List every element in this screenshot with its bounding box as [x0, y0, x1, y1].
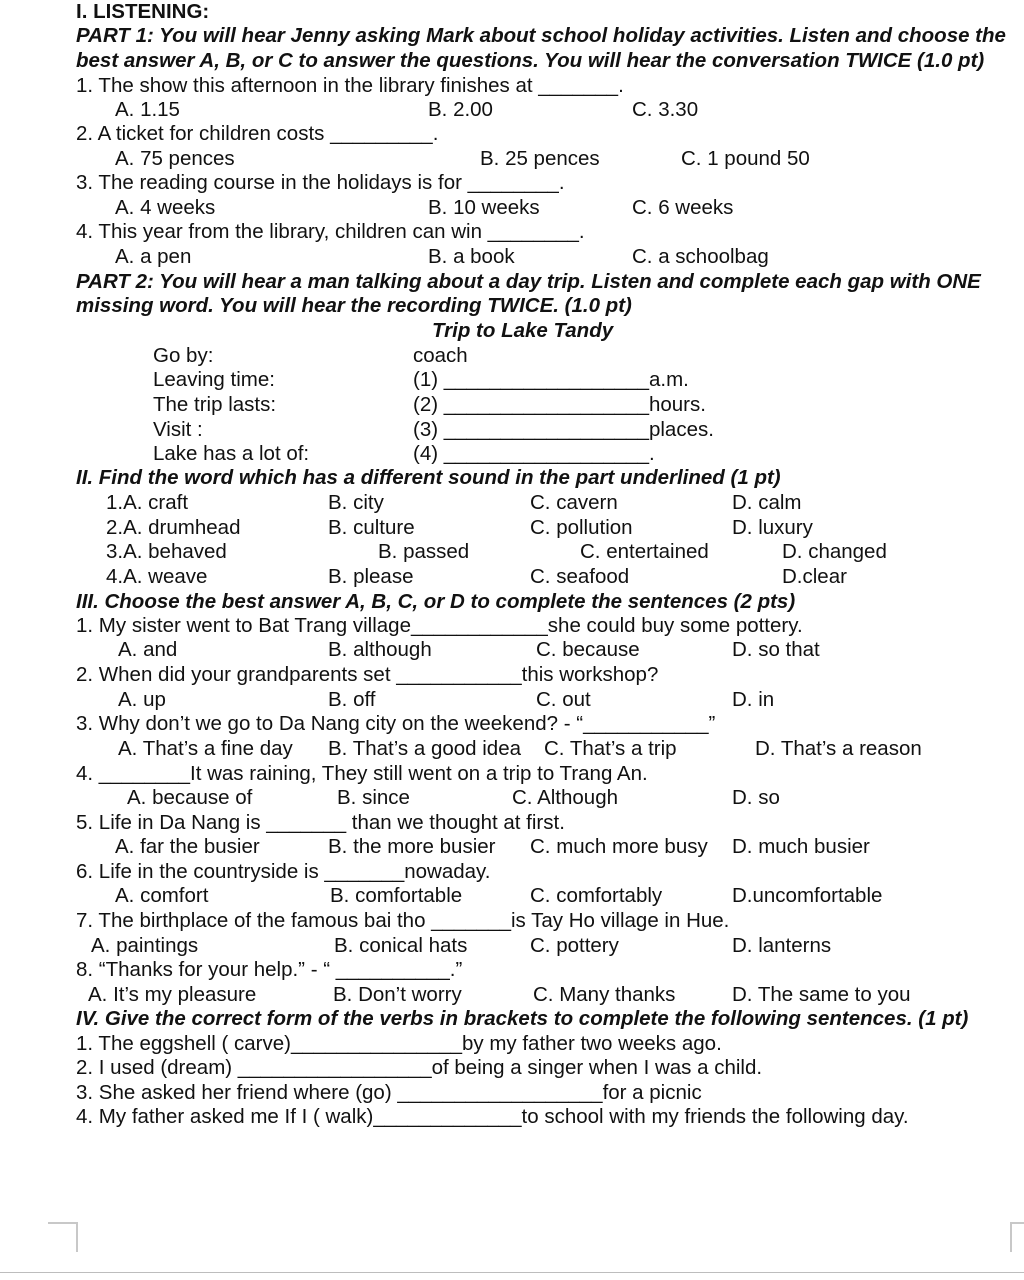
p1-q2-options — [0, 147, 1024, 171]
option-a: A. a pen — [115, 245, 192, 268]
s2-q1 — [0, 491, 1024, 515]
p1-q3-options — [0, 196, 1024, 220]
option-b: B. comfortable — [330, 884, 463, 907]
s3-q4-stem: 4. ________It was raining, They still went on a trip to Trang An. — [76, 762, 648, 785]
s3-q4-options — [0, 786, 1024, 810]
option-d: D. luxury — [732, 516, 813, 539]
s4-q4: 4. My father asked me If I ( walk)_____________to school with my friends the following day. — [76, 1105, 909, 1128]
option-a: A. It’s my pleasure — [88, 983, 257, 1006]
part2-instructions-line1: PART 2: You will hear a man talking about a day trip. Listen and complete each gap with ONE — [76, 270, 981, 293]
option-d: D. That’s a reason — [755, 737, 922, 760]
option-d: D. lanterns — [732, 934, 832, 957]
option-c: C. cavern — [530, 491, 618, 514]
section-heading-verb-forms: IV. Give the correct form of the verbs in brackets to complete the following sentences. (1 pt) — [76, 1007, 969, 1030]
part1-instructions-line2: best answer A, B, or C to answer the questions. You will hear the conversation TWICE (1.0 pt) — [76, 49, 985, 72]
trip-row-lake: Lake has a lot of: (4) __________________. — [153, 442, 655, 465]
option-c: C. much more busy — [530, 835, 708, 858]
p1-q1-stem: 1. The show this afternoon in the library finishes at _______. — [76, 74, 624, 97]
s3-q6-stem: 6. Life in the countryside is _______nowaday. — [76, 860, 491, 883]
option-a: A. far the busier — [115, 835, 260, 858]
s4-q2: 2. I used (dream) _________________of being a singer when I was a child. — [76, 1056, 763, 1079]
section-heading-multiple-choice: III. Choose the best answer A, B, C, or D to complete the sentences (2 pts) — [76, 590, 796, 613]
option-c: C. 3.30 — [632, 98, 699, 121]
s3-q1-options — [0, 638, 1024, 662]
option-b: B. 10 weeks — [428, 196, 540, 219]
option-d: D. changed — [782, 540, 887, 563]
option-b: B. conical hats — [334, 934, 468, 957]
s2-q4 — [0, 565, 1024, 589]
crop-corner-left — [48, 1222, 78, 1252]
s3-q7-options — [0, 934, 1024, 958]
s3-q7-stem: 7. The birthplace of the famous bai tho _______is Tay Ho village in Hue. — [76, 909, 730, 932]
option-b: B. a book — [428, 245, 515, 268]
s2-q2 — [0, 516, 1024, 540]
option-c: C. entertained — [580, 540, 709, 563]
option-a: A. comfort — [115, 884, 209, 907]
p1-q1-options — [0, 98, 1024, 122]
section-heading-pronunciation: II. Find the word which has a different sound in the part underlined (1 pt) — [76, 466, 781, 489]
s3-q5-options — [0, 835, 1024, 859]
option-b: B. off — [328, 688, 376, 711]
part2-instructions-line2: missing word. You will hear the recording TWICE. (1.0 pt) — [76, 294, 632, 317]
option-a: A. That’s a fine day — [118, 737, 293, 760]
option-d: D. in — [732, 688, 775, 711]
option-b: B. although — [328, 638, 432, 661]
trip-row-go-by: Go by: coach — [153, 344, 468, 367]
option-b: B. since — [337, 786, 410, 809]
trip-row-visit: Visit : (3) __________________places. — [153, 418, 714, 441]
option-a: A. 75 pences — [115, 147, 235, 170]
option-b: B. culture — [328, 516, 415, 539]
option-c: C. Although — [512, 786, 618, 809]
option-c: C. comfortably — [530, 884, 663, 907]
option-c: C. because — [536, 638, 640, 661]
option-c: C. pottery — [530, 934, 619, 957]
s3-q8-stem: 8. “Thanks for your help.” - “ __________.” — [76, 958, 463, 981]
option-a: A. paintings — [91, 934, 199, 957]
option-d: D.clear — [782, 565, 847, 588]
option-c: C. 6 weeks — [632, 196, 734, 219]
option-c: C. Many thanks — [533, 983, 676, 1006]
s3-q2-options — [0, 688, 1024, 712]
part1-instructions-line1: PART 1: You will hear Jenny asking Mark about school holiday activities. Listen and choose the — [76, 24, 1006, 47]
option-d: D.uncomfortable — [732, 884, 883, 907]
option-d: D. so that — [732, 638, 820, 661]
option-a: 4.A. weave — [106, 565, 208, 588]
s3-q3-stem: 3. Why don’t we go to Da Nang city on the weekend? - “___________” — [76, 712, 716, 735]
s3-q1-stem: 1. My sister went to Bat Trang village____________she could buy some pottery. — [76, 614, 803, 637]
s4-q3: 3. She asked her friend where (go) __________________for a picnic — [76, 1081, 702, 1104]
option-c: C. 1 pound 50 — [681, 147, 810, 170]
p1-q3-stem: 3. The reading course in the holidays is for ________. — [76, 171, 565, 194]
option-a: A. 1.15 — [115, 98, 180, 121]
option-a: A. 4 weeks — [115, 196, 216, 219]
section-heading-listening: I. LISTENING: — [76, 0, 210, 23]
option-c: C. seafood — [530, 565, 630, 588]
option-b: B. the more busier — [328, 835, 496, 858]
option-b: B. please — [328, 565, 414, 588]
s2-q3 — [0, 540, 1024, 564]
option-b: B. 2.00 — [428, 98, 493, 121]
option-d: D. so — [732, 786, 780, 809]
p1-q4-options — [0, 245, 1024, 269]
option-a: 1.A. craft — [106, 491, 189, 514]
option-b: B. 25 pences — [480, 147, 600, 170]
option-c: C. pollution — [530, 516, 633, 539]
option-a: A. and — [118, 638, 178, 661]
option-a: A. up — [118, 688, 166, 711]
option-c: C. That’s a trip — [544, 737, 677, 760]
option-c: C. out — [536, 688, 591, 711]
s3-q8-options — [0, 983, 1024, 1007]
s4-q1: 1. The eggshell ( carve)_______________by my father two weeks ago. — [76, 1032, 722, 1055]
crop-corner-right — [1010, 1222, 1024, 1252]
option-a: 3.A. behaved — [106, 540, 227, 563]
option-b: B. That’s a good idea — [328, 737, 521, 760]
option-d: D. much busier — [732, 835, 870, 858]
option-a: 2.A. drumhead — [106, 516, 241, 539]
option-d: D. The same to you — [732, 983, 911, 1006]
trip-row-leaving-time: Leaving time: (1) __________________a.m. — [153, 368, 689, 391]
option-b: B. city — [328, 491, 384, 514]
trip-title: Trip to Lake Tandy — [432, 319, 614, 342]
p1-q2-stem: 2. A ticket for children costs _________. — [76, 122, 439, 145]
s3-q6-options — [0, 884, 1024, 908]
option-c: C. a schoolbag — [632, 245, 769, 268]
option-a: A. because of — [127, 786, 253, 809]
option-d: D. calm — [732, 491, 802, 514]
s3-q5-stem: 5. Life in Da Nang is _______ than we thought at first. — [76, 811, 565, 834]
option-b: B. passed — [378, 540, 470, 563]
p1-q4-stem: 4. This year from the library, children can win ________. — [76, 220, 585, 243]
trip-row-trip-lasts: The trip lasts: (2) __________________hours. — [153, 393, 706, 416]
s3-q2-stem: 2. When did your grandparents set ___________this workshop? — [76, 663, 659, 686]
page-bottom-rule — [0, 1272, 1024, 1273]
option-b: B. Don’t worry — [333, 983, 462, 1006]
s3-q3-options — [0, 737, 1024, 761]
